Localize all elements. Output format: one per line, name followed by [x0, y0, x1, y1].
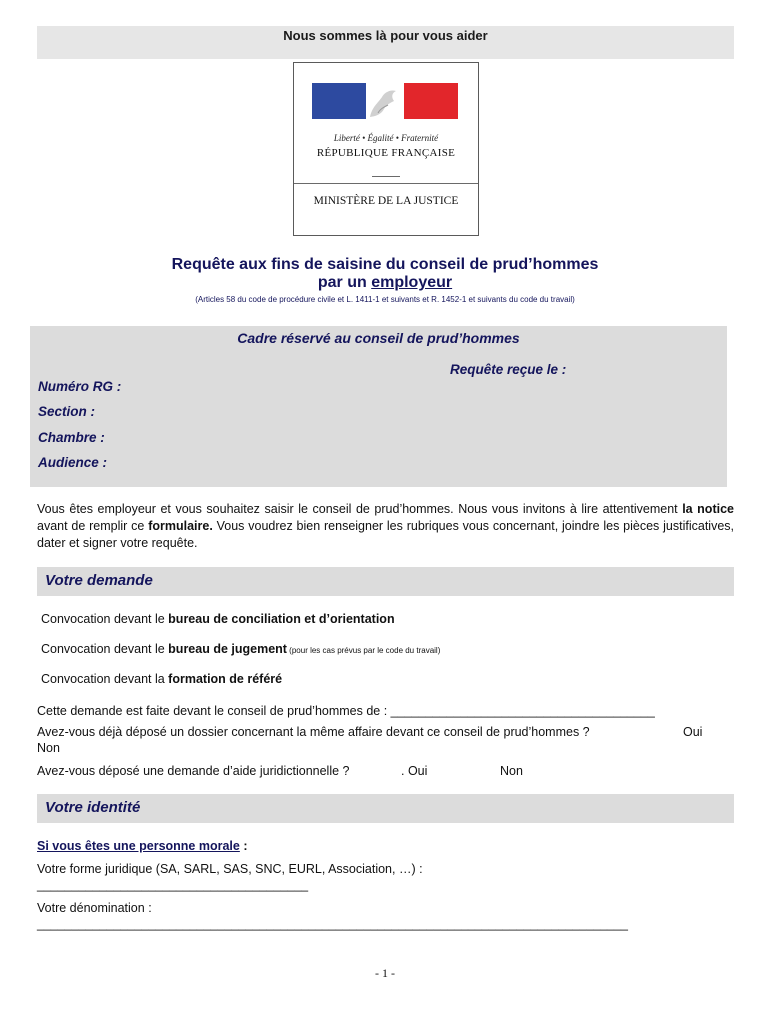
denomination-field[interactable]: _____________________________________________________________________________________	[37, 917, 628, 931]
section-votre-identite	[37, 794, 734, 823]
page-number: - 1 -	[375, 966, 395, 980]
denomination-label: Votre dénomination :	[37, 901, 152, 915]
subtitle-prefix: par un	[317, 274, 372, 291]
deja-depose-text: Avez-vous déjà déposé un dossier concernant la même affaire devant ce conseil de prud’hommes ?	[37, 725, 590, 739]
reserved-box	[30, 326, 727, 487]
banner-text: Nous sommes là pour vous aider	[283, 28, 488, 43]
subtitle-employeur: employeur	[371, 274, 453, 291]
notice-link-text: la notice	[682, 502, 734, 516]
option-refere[interactable]	[41, 672, 282, 686]
conseil-field[interactable]: Cette demande est faite devant le conseil de prud’hommes de : ______________________________________	[37, 704, 655, 718]
option-conciliation-label: bureau de conciliation et d’orientation	[168, 612, 395, 626]
top-banner	[37, 26, 734, 59]
formulaire-text: formulaire.	[148, 519, 213, 533]
aide-non[interactable]: Non	[500, 764, 523, 778]
logo-republique: RÉPUBLIQUE FRANÇAISE	[316, 147, 456, 159]
logo-motto: Liberté • Égalité • Fraternité	[333, 133, 439, 143]
option-refere-label: formation de référé	[168, 672, 283, 686]
intro-text-1: Vous êtes employeur et vous souhaitez saisir le conseil de prud’hommes. Nous vous invitons à lire attentivement	[37, 502, 683, 516]
intro-text-2: avant de remplir ce	[37, 519, 149, 533]
option-jugement-label: bureau de jugement	[168, 642, 287, 656]
option-jugement-note: (pour les cas prévus par le code du travail)	[286, 646, 441, 655]
marianne-flag-icon	[312, 83, 458, 119]
intro-paragraph	[37, 501, 734, 552]
option-conciliation[interactable]	[41, 612, 395, 626]
section-label: Section :	[38, 404, 96, 419]
logo-divider	[372, 176, 400, 177]
option-jugement-prefix: Convocation devant le	[41, 642, 169, 656]
forme-juridique-field[interactable]: _______________________________________	[37, 878, 309, 892]
option-jugement[interactable]	[41, 642, 440, 656]
legal-references: (Articles 58 du code de procédure civile et L. 1411-1 et suivants et R. 1452-1 et suivants du code du travail)	[195, 295, 575, 304]
deja-depose-oui[interactable]: Oui	[683, 725, 703, 739]
section-votre-demande	[37, 567, 734, 596]
option-conciliation-prefix: Convocation devant le	[41, 612, 169, 626]
logo-ministere: MINISTÈRE DE LA JUSTICE	[313, 195, 459, 207]
section-heading-demande: Votre demande	[45, 572, 153, 589]
requete-recue-label: Requête reçue le :	[450, 362, 567, 377]
aide-juridictionnelle-question: Avez-vous déposé une demande d’aide juridictionnelle ?	[37, 764, 350, 778]
chambre-label: Chambre :	[38, 430, 105, 445]
aide-oui[interactable]: . Oui	[401, 764, 428, 778]
form-title: Requête aux fins de saisine du conseil de prud’hommes	[171, 256, 599, 273]
form-subtitle	[0, 274, 770, 292]
numero-rg-label: Numéro RG :	[38, 379, 122, 394]
audience-label: Audience :	[38, 455, 108, 470]
intro-text-3: Vous voudrez bien renseigner les rubriques vous concernant, joindre les pièces justificatives, dater et signer votre requête.	[37, 519, 734, 550]
deja-depose-non[interactable]: Non	[37, 741, 60, 755]
personne-morale-heading	[37, 839, 248, 853]
section-heading-identite: Votre identité	[45, 799, 141, 816]
reserved-box-title: Cadre réservé au conseil de prud’hommes	[237, 330, 520, 346]
personne-morale-colon: :	[239, 839, 248, 853]
option-refere-prefix: Convocation devant la	[41, 672, 169, 686]
deja-depose-question	[37, 725, 590, 739]
forme-juridique-label: Votre forme juridique (SA, SARL, SAS, SNC, EURL, Association, …) :	[37, 862, 423, 876]
ministry-logo	[293, 62, 479, 236]
personne-morale-label: Si vous êtes une personne morale	[37, 839, 240, 853]
logo-separator	[294, 183, 478, 184]
